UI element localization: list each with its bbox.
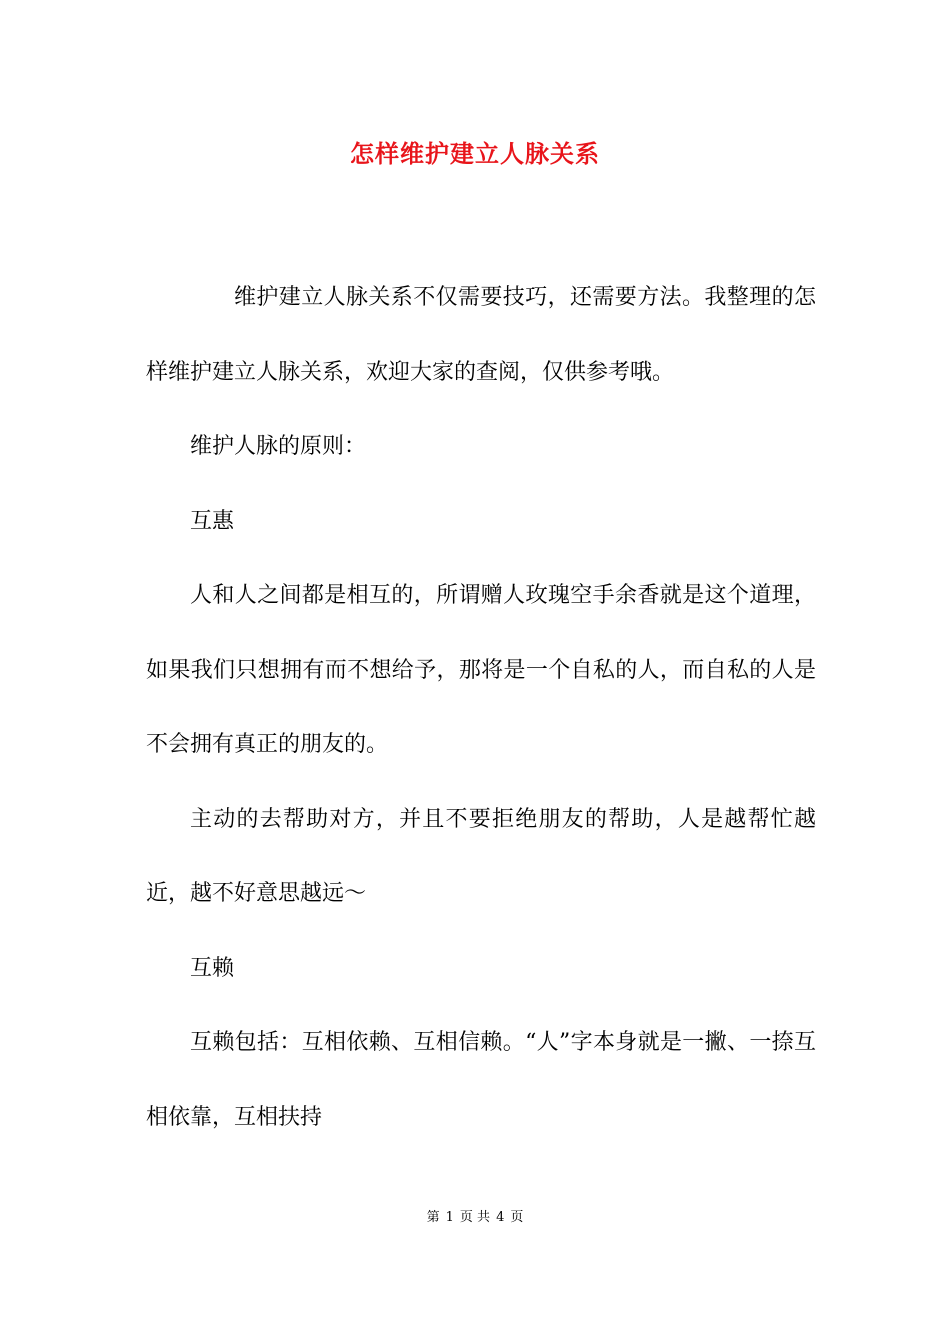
page-suffix: 页 [510, 1210, 524, 1225]
paragraph-interdependence-heading: 互赖 [190, 955, 235, 981]
document-title: 怎样维护建立人脉关系 [350, 139, 600, 168]
paragraph-intro: 维护建立人脉关系不仅需要技巧，还需要方法。我整理的怎样维护建立人脉关系，欢迎大家的查阅，仅供参考哦。 [146, 285, 816, 385]
paragraph-reciprocity-body: 人和人之间都是相互的，所谓赠人玫瑰空手余香就是这个道理，如果我们只想拥有而不想给予，那将是一个自私的人，而自私的人是不会拥有真正的朋友的。 [146, 583, 816, 757]
page-footer [0, 1208, 950, 1228]
total-pages-number: 4 [496, 1210, 505, 1225]
paragraph-reciprocity-heading: 互惠 [190, 508, 235, 534]
paragraph-help-body: 主动的去帮助对方，并且不要拒绝朋友的帮助，人是越帮忙越近，越不好意思越远～ [146, 806, 816, 906]
paragraph-principles-heading: 维护人脉的原则： [190, 434, 367, 459]
current-page-number: 1 [445, 1210, 454, 1225]
paragraph-interdependence-body: 互赖包括：互相依赖、互相信赖。“人”字本身就是一撇、一捺互相依靠，互相扶持 [146, 1030, 816, 1130]
document-body [146, 261, 816, 1155]
page-prefix: 第 [426, 1210, 440, 1225]
page-mid-text: 页 共 [459, 1210, 491, 1225]
